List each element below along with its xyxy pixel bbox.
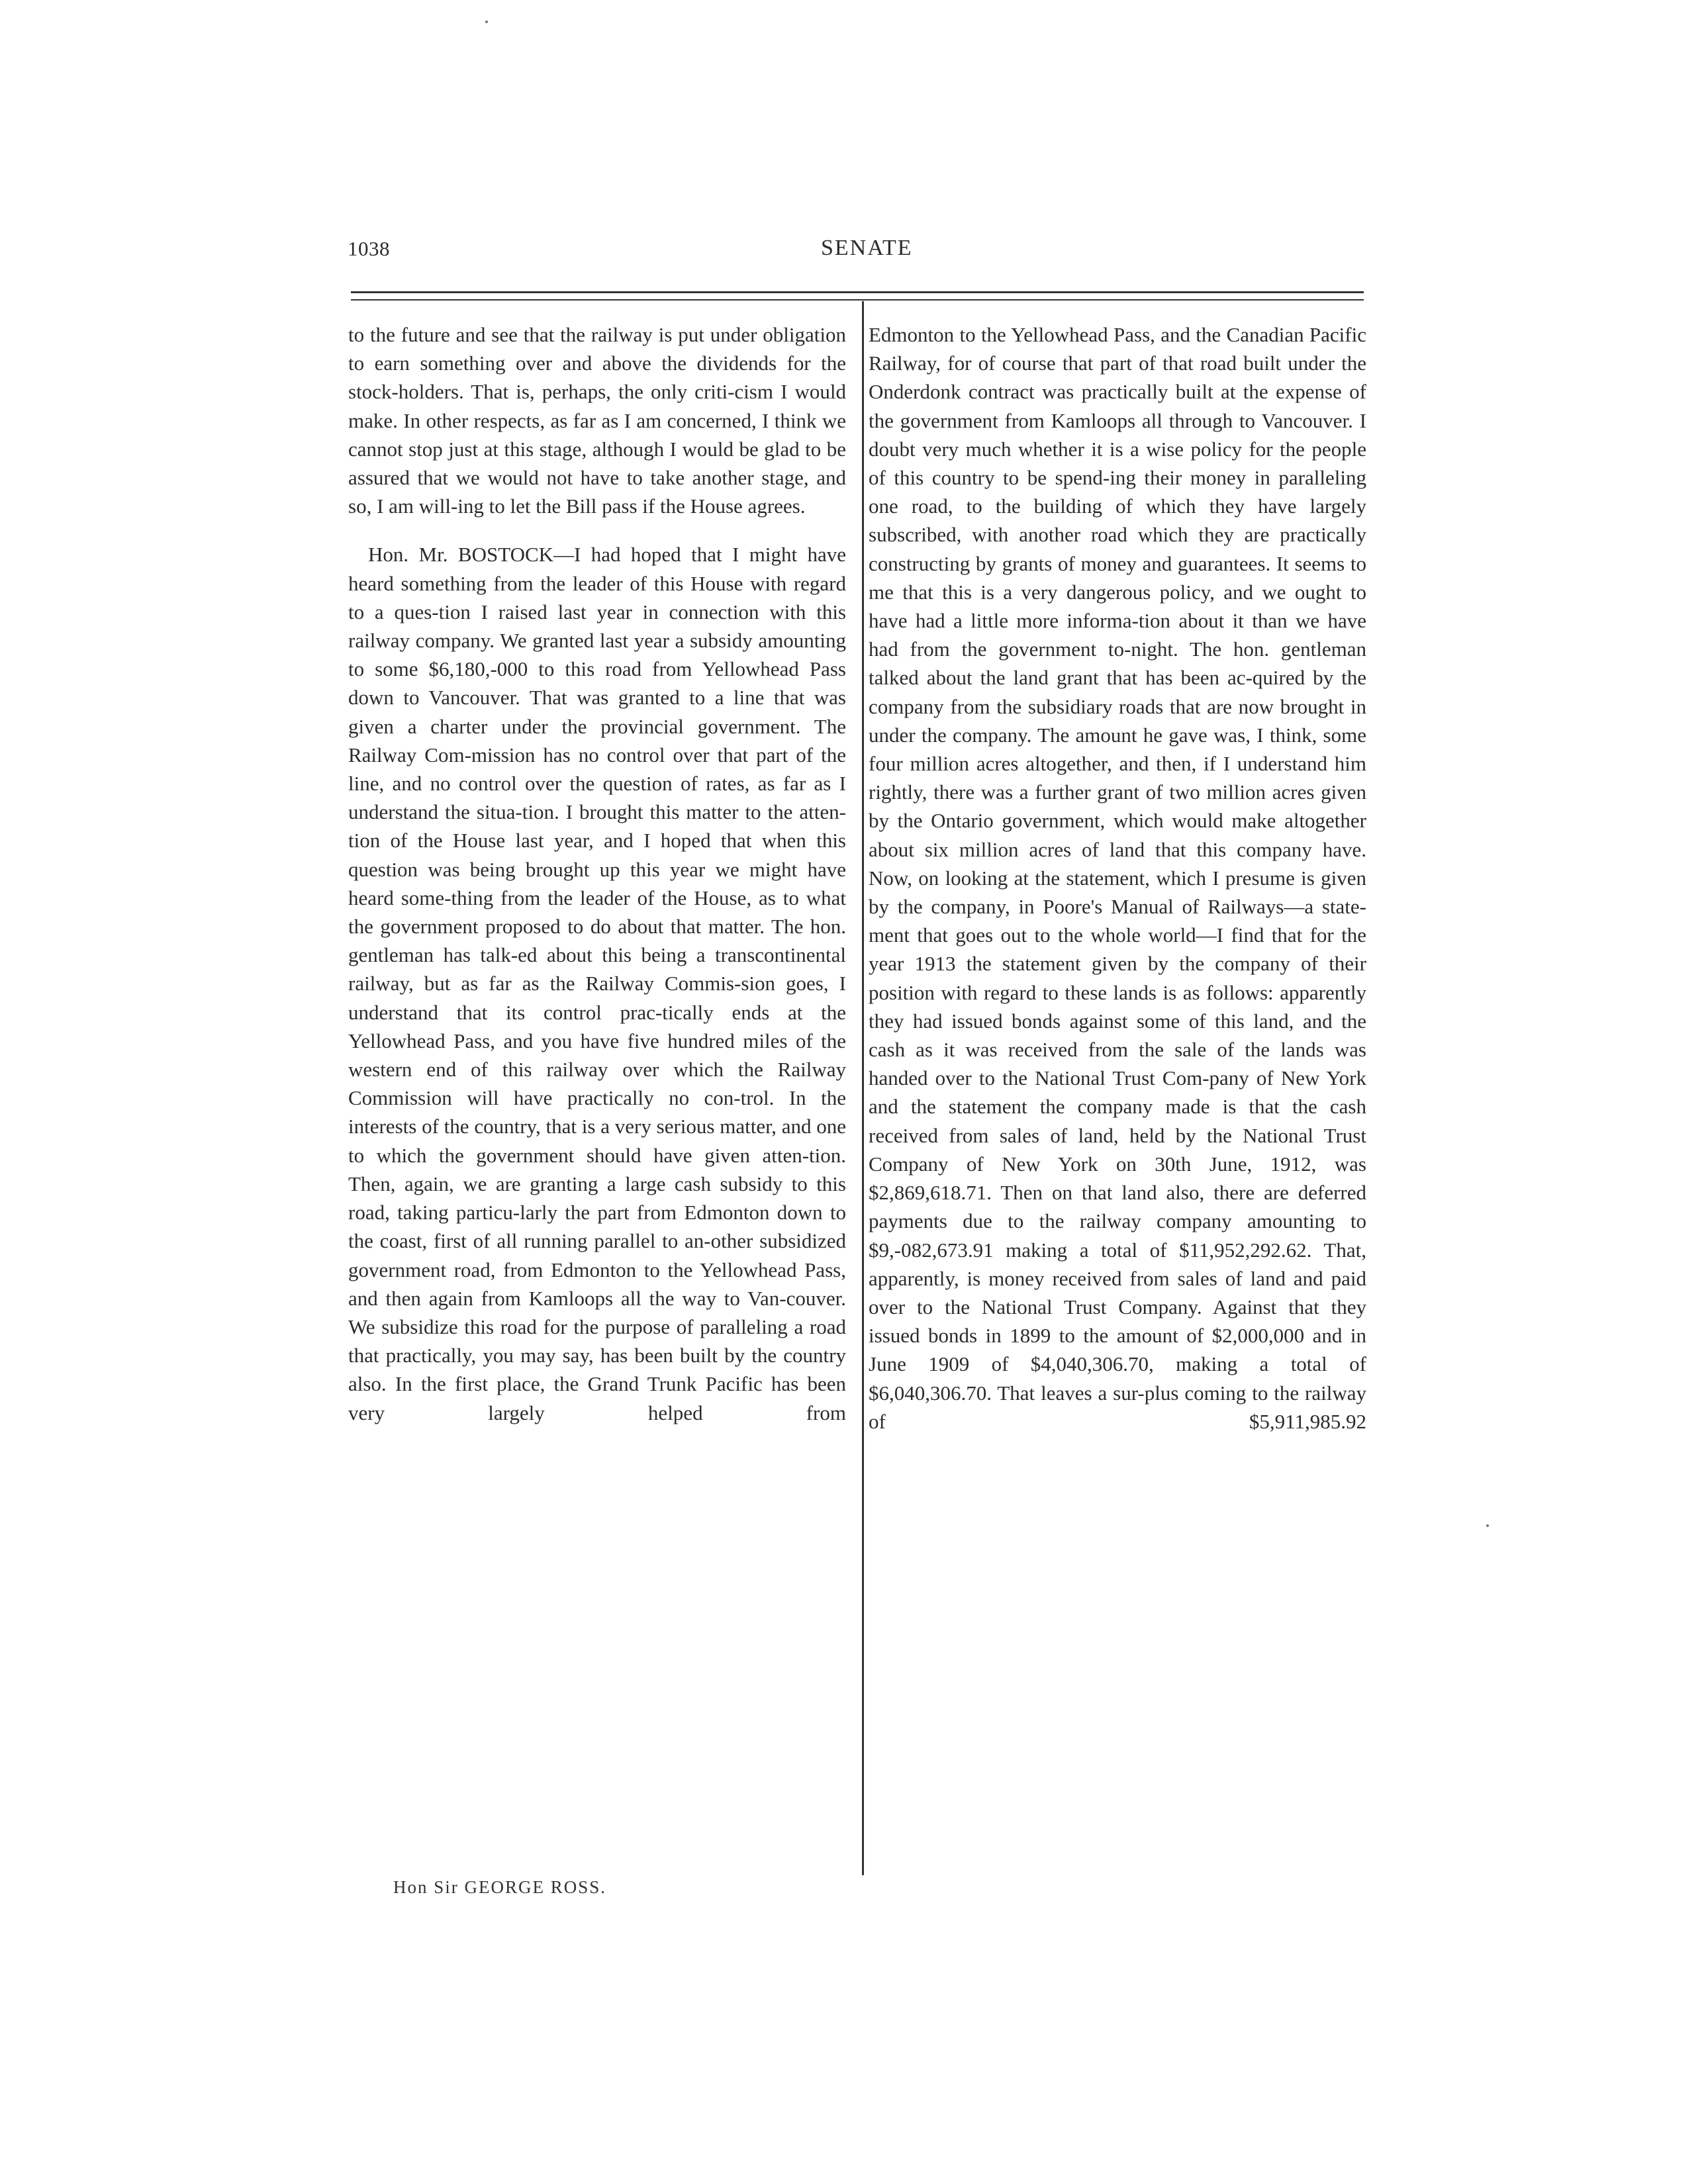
header-rule-secondary bbox=[351, 299, 1364, 301]
paragraph-spacer bbox=[348, 520, 846, 540]
scan-speck bbox=[485, 21, 488, 23]
header-rule bbox=[351, 291, 1364, 293]
page-number: 1038 bbox=[348, 237, 390, 260]
left-paragraph-1: to the future and see that the railway is put under obligation to earn something over and above the dividends for the stock-holders. That is, perhaps, the only criti-cism I would make. In other respects, as far as I am concerned, I think we cannot stop just at this stage, although I would be glad to be assured that we would not have to take another stage, and so, I am will-ing to let the Bill pass if the House agrees. bbox=[348, 323, 846, 518]
scan-speck bbox=[1486, 1524, 1489, 1527]
right-column bbox=[869, 320, 1366, 1436]
column-divider bbox=[862, 301, 864, 1875]
left-column bbox=[348, 320, 846, 1427]
right-paragraph-1: Edmonton to the Yellowhead Pass, and the Canadian Pacific Railway, for of course that part of that road built under the Onderdonk contract was practically built at the expense of the government from Kamloops all through to Vancouver. I doubt very much whether it is a wise policy for the people of this country to be spend-ing their money in paralleling one road, to the building of which they have largely subscribed, with another road which they are practically constructing by grants of money and guarantees. It seems to me that this is a very dangerous policy, and we ought to have had a little more informa-tion about it than we have had from the government to-night. The hon. gentleman talked about the land grant that has been ac-quired by the company from the subsidiary roads that are now brought in under the company. The amount he gave was, I think, some four million acres altogether, and then, if I understand him rightly, there was a further grant of two million acres given by the Ontario government, which would make altogether about six million acres of land that this company have. Now, on looking at the statement, which I presume is given by the company, in Poore's Manual of Railways—a state-ment that goes out to the whole world—I find that for the year 1913 the statement given by the company of their position with regard to these lands is as follows: apparently they had issued bonds against some of this land, and the cash as it was received from the sale of the lands was handed over to the National Trust Com-pany of New York and the statement the company made is that the cash received from sales of land, held by the National Trust Company of New York on 30th June, 1912, was $2,869,618.71. Then on that land also, there are deferred payments due to the railway company amounting to $9,-082,673.91 making a total of $11,952,292.62. That, apparently, is money received from sales of land and paid over to the National Trust Company. Against that they issued bonds in 1899 to the amount of $2,000,000 and in June 1909 of $4,040,306.70, making a total of $6,040,306.70. That leaves a sur-plus coming to the railway of $5,911,985.92 bbox=[869, 323, 1366, 1433]
running-head: SENATE bbox=[821, 236, 913, 260]
left-paragraph-2: Hon. Mr. BOSTOCK—I had hoped that I might have heard something from the leader of this House with regard to a ques-tion I raised last year in connection with this railway company. We granted last year a subsidy amounting to some $6,180,-000 to this road from Yellowhead Pass down to Vancouver. That was granted to a line that was given a charter under the provincial government. The Railway Com-mission has no control over that part of the line, and no control over the question of rates, as far as I understand the situa-tion. I brought this matter to the atten-tion of the House last year, and I hoped that when this question was being brought up this year we might have heard some-thing from the leader of the House, as to what the government proposed to do about that matter. The hon. gentleman has talk-ed about this being a transcontinental railway, but as far as the Railway Commis-sion goes, I understand that its control prac-tically ends at the Yellowhead Pass, and you have five hundred miles of the western end of this railway over which the Railway Commission will have practically no con-trol. In the interests of the country, that is a very serious matter, and one to which the government should have given atten-tion. Then, again, we are granting a large cash subsidy to this road, taking particu-larly the part from Edmonton down to the coast, first of all running parallel to an-other subsidized government road, from Edmonton to the Yellowhead Pass, and then again from Kamloops all the way to Van-couver. We subsidize this road for the purpose of paralleling a road that practically, you may say, has been built by the country also. In the first place, the Grand Trunk Pacific has been very largely helped from bbox=[348, 543, 846, 1424]
footer-speaker-line: Hon Sir GEORGE ROSS. bbox=[393, 1877, 607, 1897]
